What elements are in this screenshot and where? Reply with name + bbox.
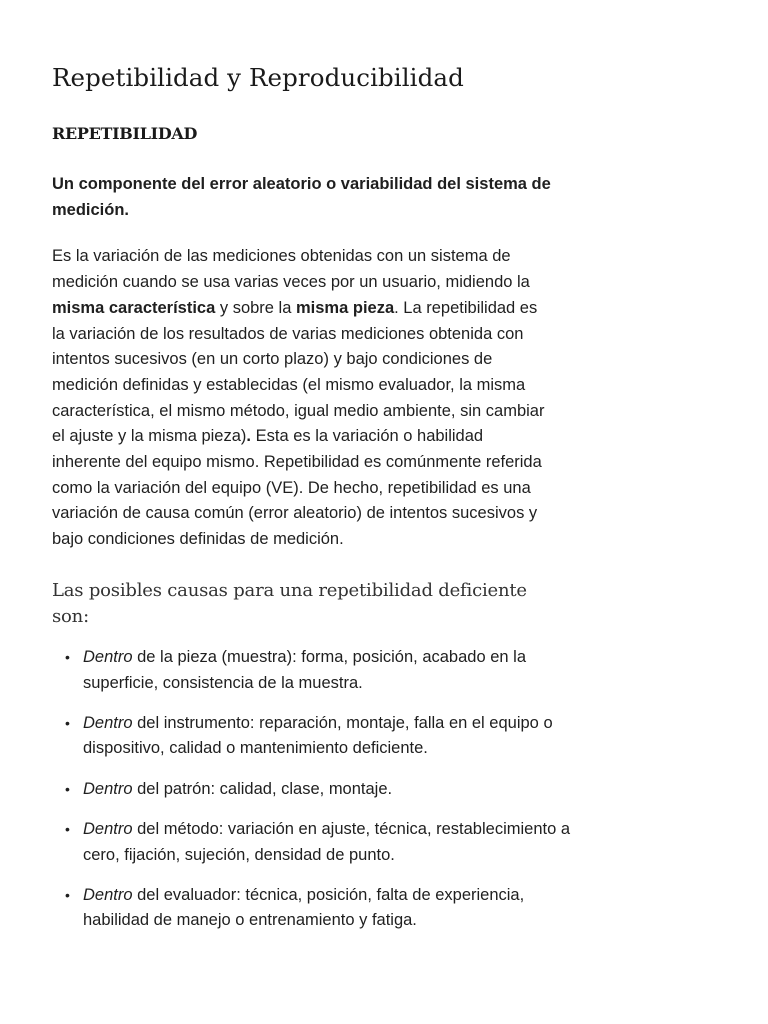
body-paragraph <box>52 244 550 552</box>
section-heading: REPETIBILIDAD <box>52 124 198 143</box>
list-item <box>52 817 583 868</box>
list-item-text: del patrón: calidad, clase, montaje. <box>132 779 393 798</box>
bullet-icon: • <box>65 714 70 731</box>
causes-list <box>52 645 592 934</box>
body-text-part4: Esta es la variación o habilidad inherente del equipo mismo. Repetibilidad es comúnmente referida como la variación del equipo (VE). De hecho, repetibilidad es una variación de causa común (error aleatorio) de intentos sucesivos y bajo condiciones definidas de medición. <box>52 427 542 549</box>
list-item-text: del método: variación en ajuste, técnica, restablecimiento a cero, fijación, sujeción, densidad de punto. <box>83 819 571 864</box>
body-text-part3: . La repetibilidad es la variación de los resultados de varias mediciones obtenida con intentos sucesivos (en un corto plazo) y bajo condiciones de medición definidas y establecidas (el mismo evaluador, la misma característica, el mismo método, igual medio ambiente, sin cambiar el ajuste y la misma pieza) <box>52 298 545 446</box>
list-item-emphasis: Dentro <box>83 885 133 904</box>
list-item-text: del instrumento: reparación, montaje, falla en el equipo o dispositivo, calidad o mantenimiento deficiente. <box>83 713 553 758</box>
list-item <box>52 645 583 696</box>
list-item-text: de la pieza (muestra): forma, posición, acabado en la superficie, consistencia de la muestra. <box>83 647 526 692</box>
page-title: Repetibilidad y Reproducibilidad <box>52 63 464 92</box>
body-bold-period: . <box>246 427 252 446</box>
list-item-emphasis: Dentro <box>83 779 133 798</box>
lead-paragraph: Un componente del error aleatorio o variabilidad del sistema de medición. <box>52 175 551 219</box>
list-item <box>52 777 583 803</box>
document-page <box>52 60 592 949</box>
bullet-icon: • <box>65 648 70 665</box>
list-item <box>52 883 583 934</box>
list-item-emphasis: Dentro <box>83 647 133 666</box>
body-bold-misma-caracteristica: misma característica <box>52 298 216 317</box>
causes-subheading: Las posibles causas para una repetibilidad deficiente son: <box>52 579 527 627</box>
list-item-emphasis: Dentro <box>83 819 133 838</box>
body-text-part1: Es la variación de las mediciones obtenidas con un sistema de medición cuando se usa varias veces por un usuario, midiendo la <box>52 247 530 292</box>
bullet-icon: • <box>65 886 70 903</box>
body-bold-misma-pieza: misma pieza <box>296 298 395 317</box>
bullet-icon: • <box>65 780 70 797</box>
list-item-emphasis: Dentro <box>83 713 133 732</box>
list-item-text: del evaluador: técnica, posición, falta de experiencia, habilidad de manejo o entrenamiento y fatiga. <box>83 885 525 930</box>
body-text-part2: y sobre la <box>215 298 296 317</box>
list-item <box>52 711 583 762</box>
bullet-icon: • <box>65 820 70 837</box>
